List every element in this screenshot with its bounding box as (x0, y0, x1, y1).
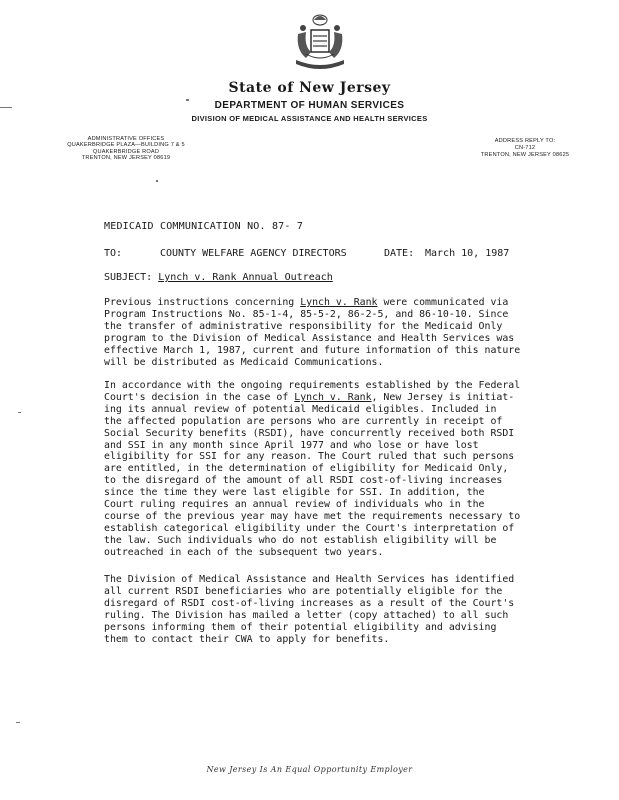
address-line: CN-712 (514, 145, 536, 151)
text-line: Court's decision in the case of Lynch v. Rank, New Jersey is initiat- (104, 391, 515, 403)
state-seal-icon (292, 12, 348, 74)
text-line: Court ruling requires an annual review of individuals who in the (104, 499, 485, 511)
text-line: effective March 1, 1987, current and future information of this nature (104, 344, 521, 356)
text-line: The Division of Medical Assistance and Health Services has identified (104, 574, 515, 585)
text-line: Social Security benefits (RSDI), have concurrently received both RSDI (104, 427, 515, 439)
body-paragraph-1 (104, 297, 534, 368)
text-line: the law. Such individuals who do not establish eligibility will be (104, 534, 497, 546)
date-label: DATE: (384, 248, 415, 259)
text-line: the affected population are persons who are currently in receipt of (104, 415, 503, 427)
state-title: State of New Jersey (228, 80, 391, 96)
address-line: ADMINISTRATIVE OFFICES (87, 136, 165, 142)
scan-mark (186, 99, 189, 101)
scan-mark (0, 107, 12, 108)
text-line: Program Instructions No. 85-1-4, 85-5-2, 86-2-5, and 86-10-10. Since (104, 308, 509, 320)
text-line: outreached in each of the subsequent two years. (104, 546, 384, 558)
scan-mark (16, 722, 20, 723)
text-line: Previous instructions concerning Lynch v. Rank were communicated via (104, 297, 509, 308)
text-line: will be distributed as Medicaid Communications. (104, 356, 384, 368)
body-paragraph-2 (104, 380, 534, 559)
subject-label: SUBJECT: (104, 272, 153, 283)
text-line: course of the previous year may have met the requirements necessary to (104, 510, 521, 522)
text-line: disregard of RSDI cost-of-living increases as a result of the Court's (104, 597, 515, 609)
reply-address (470, 138, 580, 159)
communication-number: MEDICAID COMMUNICATION NO. 87- 7 (104, 221, 304, 232)
date-value: March 10, 1987 (425, 248, 510, 259)
body-paragraph-3 (104, 574, 534, 645)
administrative-address (46, 136, 206, 162)
text-line: are entitled, in the determination of eligibility for Medicaid Only, (104, 463, 509, 475)
text-line: them to contact their CWA to apply for benefits. (104, 633, 390, 645)
address-line: QUAKERBRIDGE ROAD (92, 148, 160, 155)
to-value: COUNTY WELFARE AGENCY DIRECTORS (160, 248, 347, 259)
text-line: and SSI in any month since April 1977 and who lose or have lost (104, 439, 479, 451)
text-line: ruling. The Division has mailed a letter (copy attached) to all such (104, 609, 509, 621)
scan-mark (18, 412, 21, 413)
address-line: TRENTON, NEW JERSEY 08625 (480, 152, 570, 158)
text-line: program to the Division of Medical Assistance and Health Services was (104, 332, 515, 344)
department-name: DEPARTMENT OF HUMAN SERVICES (214, 100, 405, 111)
address-line: TRENTON, NEW JERSEY 08619 (81, 155, 171, 162)
text-line: since the time they were last eligible for SSI. In addition, the (104, 487, 485, 499)
text-line: eligibility for SSI for any reason. The Court ruled that such persons (104, 451, 515, 463)
equal-opportunity-footer: New Jersey Is An Equal Opportunity Employer (206, 765, 413, 774)
text-line: establish categorical eligibility under the Court's interpretation of (104, 522, 515, 534)
address-line: ADDRESS REPLY TO: (494, 138, 556, 144)
text-line: the transfer of administrative responsibility for the Medicaid Only (104, 320, 503, 332)
subject-line (104, 272, 333, 283)
scan-mark (156, 180, 158, 182)
address-line: QUAKERBRIDGE PLAZA—BUILDING 7 & 5 (67, 142, 185, 149)
text-line: to the disregard of the amount of all RSDI cost-of-living increases (104, 475, 503, 487)
text-line: all current RSDI beneficiaries who are potentially eligible for the (104, 585, 503, 597)
text-line: persons informing them of their potential eligibility and advising (104, 621, 497, 633)
subject-value: Lynch v. Rank Annual Outreach (158, 272, 333, 283)
to-label: TO: (104, 248, 123, 259)
text-line: In accordance with the ongoing requirements established by the Federal (104, 380, 521, 391)
text-line: ing its annual review of potential Medicaid eligibles. Included in (104, 403, 497, 415)
division-name: DIVISION OF MEDICAL ASSISTANCE AND HEALTH SERVICES (191, 114, 428, 123)
